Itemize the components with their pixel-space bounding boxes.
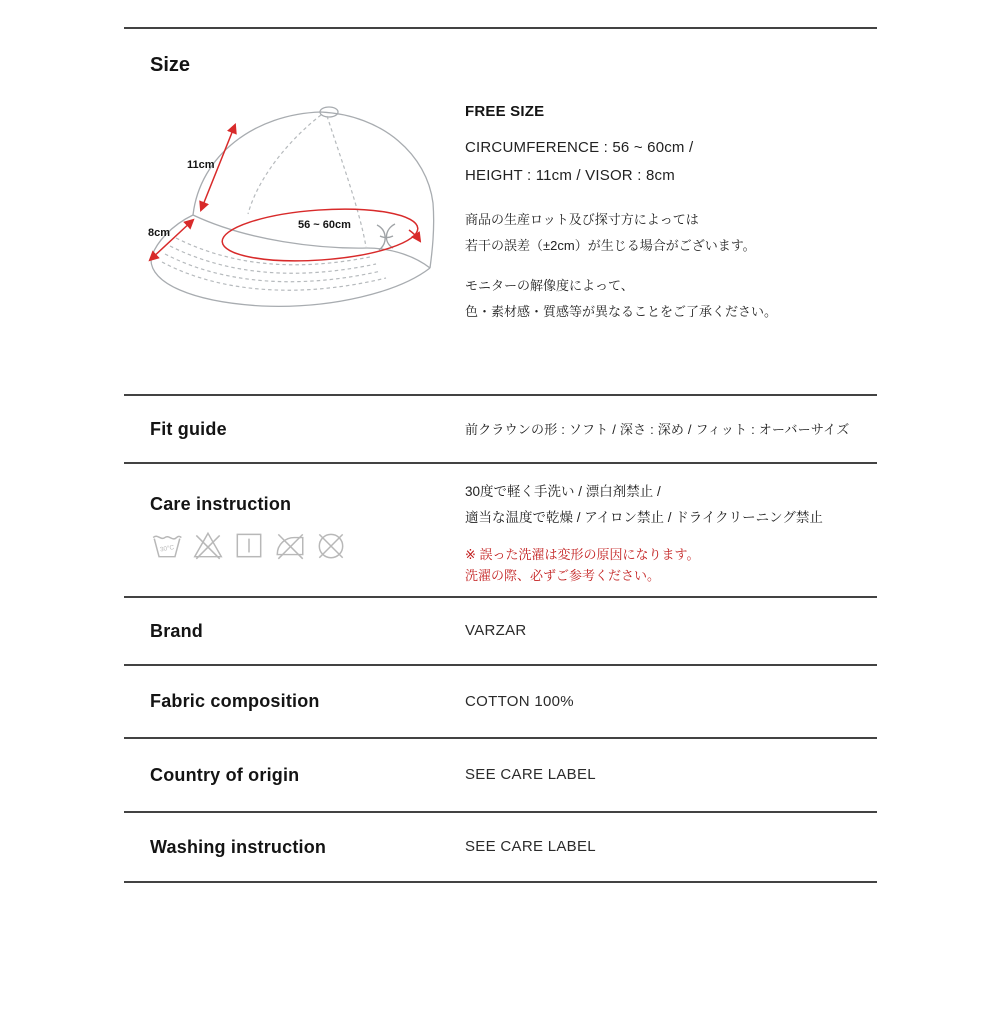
size-body [124,77,877,377]
country-of-origin-row [124,737,877,811]
tolerance-note-line1: 商品の生産ロット及び探寸方によっては [465,212,699,227]
brand-title: Brand [150,620,204,641]
tolerance-note [465,207,877,259]
height-measure-label: 11cm [187,159,215,171]
height-visor-spec: HEIGHT : 11cm / VISOR : 8cm [465,167,675,184]
fabric-composition-value: COTTON 100% [465,692,574,710]
fit-guide-value: 前クラウンの形 : ソフト / 深さ : 深め / フィット : オーバーサイズ [465,422,850,437]
care-text-line1: 30度で軽く手洗い / 漂白剤禁止 / [465,484,661,499]
no-iron-icon [273,527,307,563]
free-size-label: FREE SIZE [465,103,545,120]
handwash-30-icon [150,527,184,563]
care-warning-line1: ※ 誤った洗濯は変形の原因になります。 [465,547,700,562]
care-instruction-title: Care instruction [150,494,292,514]
circumference-spec: CIRCUMFERENCE : 56 ~ 60cm / [465,139,694,156]
fabric-composition-title: Fabric composition [150,691,320,711]
washing-instruction-title: Washing instruction [150,836,327,857]
brand-value: VARZAR [465,622,527,639]
cap-outline [151,107,434,306]
visor-measure-label: 8cm [148,227,171,239]
drip-dry-icon [232,527,266,563]
tolerance-note-line2: 若干の誤差（±2cm）が生じる場合がございます。 [465,238,756,253]
country-of-origin-title: Country of origin [150,764,300,785]
circumference-measure-label: 56 ~ 60cm [298,219,351,231]
no-bleach-icon [191,527,225,563]
size-section-title: Size [150,54,191,76]
care-warning [465,544,877,586]
washing-instruction-value: SEE CARE LABEL [465,838,596,855]
brand-row [124,596,877,664]
fit-guide-title: Fit guide [150,418,227,439]
product-info-panel [124,27,877,883]
country-of-origin-value: SEE CARE LABEL [465,766,596,783]
care-instruction-row [124,462,877,596]
care-warning-line2: 洗濯の際、必ずご参考ください。 [465,568,661,583]
wash-temp-label: 30°C [159,544,175,554]
washing-instruction-row [124,811,877,883]
monitor-note-line2: 色・素材感・質感等が異なることをご了承ください。 [465,304,778,319]
laundry-symbols [150,527,465,563]
cap-logo-icon [377,224,395,250]
size-section [124,27,877,394]
size-details [465,103,877,325]
fabric-composition-row [124,664,877,737]
monitor-note [465,273,877,325]
no-dryclean-icon [314,527,348,563]
fit-guide-row [124,394,877,462]
visor-arrow [150,220,193,260]
cap-measurement-diagram [130,97,460,327]
monitor-note-line1: モニターの解像度によって、 [465,278,634,293]
care-text-line2: 適当な温度で乾燥 / アイロン禁止 / ドライクリーニング禁止 [465,510,823,525]
measurement-arrows [150,125,420,267]
